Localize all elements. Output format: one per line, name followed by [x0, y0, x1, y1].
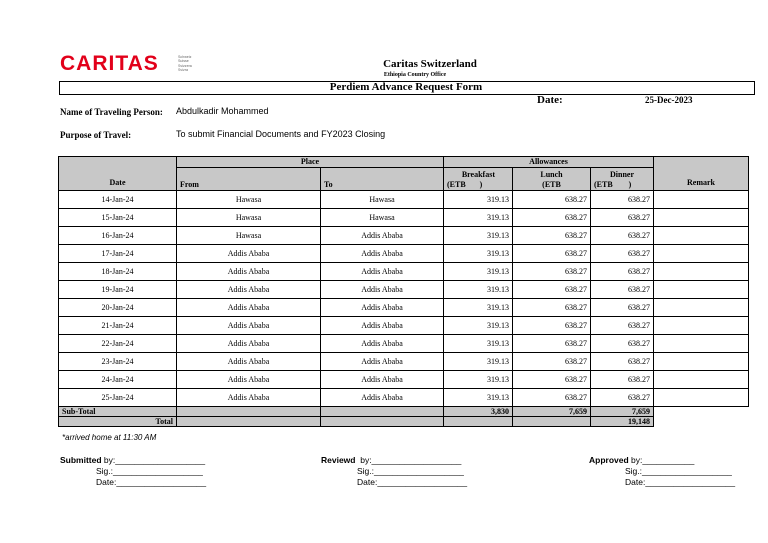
row-date: 16-Jan-24: [59, 227, 177, 245]
reviewed-role: Reviewd: [321, 455, 356, 465]
row-dinner: 638.27: [591, 317, 654, 335]
header-allowances: Allowances: [444, 157, 654, 168]
approved-date[interactable]: Date:___________________: [625, 477, 736, 487]
row-breakfast: 319.13: [444, 389, 513, 407]
purpose-value: To submit Financial Documents and FY2023 Closing: [176, 129, 386, 139]
row-to: Addis Ababa: [321, 335, 444, 353]
row-remark: [654, 191, 749, 209]
arrival-note: *arrived home at 11:30 AM: [62, 433, 157, 442]
row-lunch: 638.27: [513, 299, 591, 317]
header-breakfast: [444, 168, 513, 191]
row-to: Addis Ababa: [321, 281, 444, 299]
header-breakfast-label: Breakfast: [461, 170, 495, 179]
form-title: Perdiem Advance Request Form: [329, 81, 483, 93]
logo-sub-line: Schweiz: [178, 55, 192, 59]
row-lunch: 638.27: [513, 227, 591, 245]
table-row: [59, 335, 749, 353]
row-breakfast: 319.13: [444, 299, 513, 317]
row-date: 17-Jan-24: [59, 245, 177, 263]
row-breakfast: 319.13: [444, 263, 513, 281]
row-from: Addis Ababa: [177, 263, 321, 281]
table-row: [59, 191, 749, 209]
subtotal-dinner: 7,659: [591, 407, 654, 417]
row-dinner: 638.27: [591, 299, 654, 317]
row-from: Addis Ababa: [177, 353, 321, 371]
table-row: [59, 299, 749, 317]
table-row: [59, 317, 749, 335]
row-from: Hawasa: [177, 227, 321, 245]
row-remark: [654, 281, 749, 299]
row-date: 18-Jan-24: [59, 263, 177, 281]
row-breakfast: 319.13: [444, 227, 513, 245]
header-lunch: [513, 168, 591, 191]
row-from: Hawasa: [177, 191, 321, 209]
subtotal-breakfast: 3,830: [444, 407, 513, 417]
row-remark: [654, 335, 749, 353]
total-empty: [321, 417, 444, 427]
header-from: From: [177, 168, 321, 191]
traveler-name-label: Name of Traveling Person:: [60, 107, 163, 117]
row-breakfast: 319.13: [444, 245, 513, 263]
row-from: Addis Ababa: [177, 389, 321, 407]
row-breakfast: 319.13: [444, 317, 513, 335]
row-lunch: 638.27: [513, 353, 591, 371]
row-dinner: 638.27: [591, 263, 654, 281]
submitted-role: Submitted: [60, 455, 102, 465]
row-lunch: 638.27: [513, 191, 591, 209]
submitted-by-line[interactable]: by:___________________: [101, 455, 206, 465]
subtotal-label: Sub-Total: [59, 407, 177, 417]
row-to: Hawasa: [321, 209, 444, 227]
approved-role: Approved: [589, 455, 629, 465]
row-breakfast: 319.13: [444, 191, 513, 209]
row-remark: [654, 317, 749, 335]
row-lunch: 638.27: [513, 263, 591, 281]
logo-sub-line: Svizzera: [178, 63, 192, 68]
row-to: Addis Ababa: [321, 317, 444, 335]
header-to: To: [321, 168, 444, 191]
row-breakfast: 319.13: [444, 335, 513, 353]
approved-by-line[interactable]: by:___________: [628, 455, 695, 465]
logo-sub-line: Suisse: [178, 59, 189, 64]
row-date: 19-Jan-24: [59, 281, 177, 299]
row-lunch: 638.27: [513, 317, 591, 335]
row-from: Addis Ababa: [177, 281, 321, 299]
total-empty: [513, 417, 591, 427]
subtotal-empty: [177, 407, 321, 417]
subtotal-remark: [654, 407, 749, 417]
submitted-date[interactable]: Date:___________________: [96, 477, 207, 487]
total-remark: [654, 417, 749, 427]
row-remark: [654, 263, 749, 281]
table-row: [59, 371, 749, 389]
table-row: [59, 389, 749, 407]
row-date: 15-Jan-24: [59, 209, 177, 227]
table-row: [59, 263, 749, 281]
perdiem-table: [58, 156, 749, 427]
approved-block: [589, 455, 735, 488]
table-row: [59, 353, 749, 371]
submitted-sig[interactable]: Sig.:___________________: [96, 466, 203, 476]
row-to: Addis Ababa: [321, 353, 444, 371]
row-remark: [654, 353, 749, 371]
logo-sub-line: Svizra: [178, 67, 188, 72]
subtotal-lunch: 7,659: [513, 407, 591, 417]
row-remark: [654, 299, 749, 317]
header-breakfast-unit: (ETB ): [447, 180, 483, 189]
submitted-block: [60, 455, 206, 488]
total-empty: [444, 417, 513, 427]
row-from: Hawasa: [177, 209, 321, 227]
row-from: Addis Ababa: [177, 245, 321, 263]
reviewed-block: [321, 455, 467, 488]
row-lunch: 638.27: [513, 281, 591, 299]
reviewed-by-line[interactable]: by:___________________: [355, 455, 462, 465]
row-to: Addis Ababa: [321, 263, 444, 281]
row-date: 21-Jan-24: [59, 317, 177, 335]
header-date: Date: [59, 157, 177, 191]
row-dinner: 638.27: [591, 209, 654, 227]
approved-sig[interactable]: Sig.:___________________: [625, 466, 732, 476]
row-to: Hawasa: [321, 191, 444, 209]
row-remark: [654, 227, 749, 245]
header-dinner-unit: (ETB ): [594, 180, 632, 189]
row-dinner: 638.27: [591, 191, 654, 209]
table-body: [59, 191, 749, 407]
total-empty: [177, 417, 321, 427]
traveler-name-value: Abdulkadir Mohammed: [176, 106, 269, 116]
row-to: Addis Ababa: [321, 227, 444, 245]
row-to: Addis Ababa: [321, 245, 444, 263]
header-remark: Remark: [654, 157, 749, 191]
row-date: 14-Jan-24: [59, 191, 177, 209]
row-breakfast: 319.13: [444, 281, 513, 299]
row-to: Addis Ababa: [321, 389, 444, 407]
total-value: 19,148: [591, 417, 654, 427]
row-dinner: 638.27: [591, 281, 654, 299]
row-from: Addis Ababa: [177, 335, 321, 353]
row-dinner: 638.27: [591, 335, 654, 353]
header-place: Place: [177, 157, 444, 168]
row-from: Addis Ababa: [177, 317, 321, 335]
row-date: 20-Jan-24: [59, 299, 177, 317]
row-from: Addis Ababa: [177, 299, 321, 317]
header-lunch-unit: (ETB: [542, 180, 561, 189]
header-dinner: [591, 168, 654, 191]
header-lunch-label: Lunch: [540, 170, 563, 179]
header-dinner-label: Dinner: [610, 170, 634, 179]
purpose-label: Purpose of Travel:: [60, 130, 132, 140]
date-value: 25-Dec-2023: [645, 95, 693, 105]
row-date: 24-Jan-24: [59, 371, 177, 389]
row-dinner: 638.27: [591, 389, 654, 407]
row-lunch: 638.27: [513, 389, 591, 407]
row-date: 22-Jan-24: [59, 335, 177, 353]
subtotal-empty: [321, 407, 444, 417]
row-remark: [654, 245, 749, 263]
row-remark: [654, 209, 749, 227]
row-breakfast: 319.13: [444, 371, 513, 389]
row-dinner: 638.27: [591, 227, 654, 245]
row-dinner: 638.27: [591, 353, 654, 371]
row-breakfast: 319.13: [444, 209, 513, 227]
row-remark: [654, 371, 749, 389]
row-lunch: 638.27: [513, 335, 591, 353]
caritas-logo: [60, 52, 210, 76]
logo-wordmark: CARITAS: [60, 52, 159, 75]
row-to: Addis Ababa: [321, 371, 444, 389]
row-date: 25-Jan-24: [59, 389, 177, 407]
row-breakfast: 319.13: [444, 353, 513, 371]
reviewed-date[interactable]: Date:___________________: [357, 477, 468, 487]
row-lunch: 638.27: [513, 371, 591, 389]
row-to: Addis Ababa: [321, 299, 444, 317]
table-row: [59, 227, 749, 245]
table-row: [59, 245, 749, 263]
office-subtitle: Ethiopia Country Office: [383, 72, 447, 78]
table-row: [59, 281, 749, 299]
organization-title: Caritas Switzerland: [383, 58, 477, 70]
logo-subtext: [178, 55, 192, 72]
total-label: Total: [59, 417, 177, 427]
row-remark: [654, 389, 749, 407]
date-label: Date:: [537, 94, 563, 106]
table-row: [59, 209, 749, 227]
row-lunch: 638.27: [513, 245, 591, 263]
reviewed-sig[interactable]: Sig.:___________________: [357, 466, 464, 476]
row-dinner: 638.27: [591, 245, 654, 263]
row-dinner: 638.27: [591, 371, 654, 389]
row-date: 23-Jan-24: [59, 353, 177, 371]
row-from: Addis Ababa: [177, 371, 321, 389]
row-lunch: 638.27: [513, 209, 591, 227]
